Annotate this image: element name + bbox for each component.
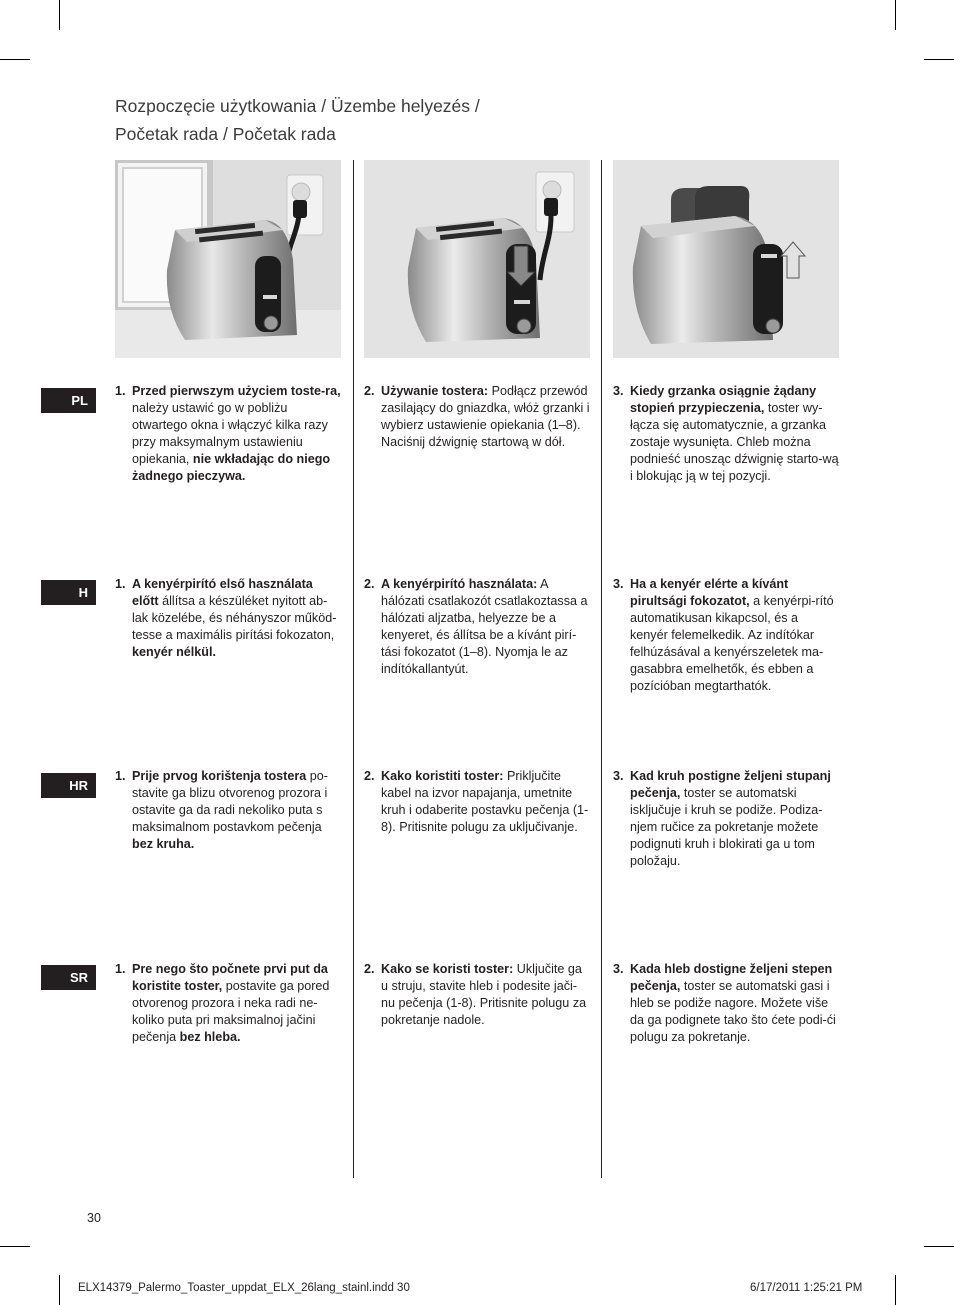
step-lead: A kenyérpirító első használata előtt	[132, 577, 313, 608]
step-body: toster se automatski gasi i hleb se podiže nagore. Možete više da ga podignete tako što ćete podi-ći polugu za pokretanje.	[630, 979, 836, 1044]
language-tab-sr: SR	[41, 965, 96, 990]
crop-mark	[895, 0, 896, 30]
step-pl-3	[613, 383, 839, 485]
step-sr-3	[613, 961, 839, 1046]
step-sr-1	[115, 961, 341, 1046]
step-lead: Kada hleb dostigne željeni stepen pečenja,	[630, 962, 833, 993]
crop-mark	[59, 0, 60, 30]
step-number: 1.	[115, 769, 126, 783]
step-lead: Ha a kenyér elérte a kívánt pirultsági fokozatot,	[630, 577, 789, 608]
step-number: 3.	[613, 577, 624, 591]
column-divider	[601, 160, 602, 1178]
step-pl-1	[115, 383, 341, 485]
step-number: 3.	[613, 962, 624, 976]
step-number: 3.	[613, 769, 624, 783]
column-divider	[353, 160, 354, 1178]
step-number: 1.	[115, 962, 126, 976]
step-number: 2.	[364, 384, 375, 398]
step-lead: Przed pierwszym użyciem toste-ra,	[132, 384, 341, 398]
step-pl-2	[364, 383, 590, 451]
step-h-2	[364, 576, 590, 678]
step-body: Uključite ga u struju, stavite hleb i podesite jači-nu pečenja (1-8). Pritisnite polugu za pokretanje nadole.	[381, 962, 587, 1027]
footer-timestamp: 6/17/2011 1:25:21 PM	[750, 1282, 863, 1294]
step-emphasis: nie wkładając do niego żadnego pieczywa.	[132, 452, 331, 483]
step-number: 2.	[364, 577, 375, 591]
crop-mark	[895, 1275, 896, 1305]
step-sr-2	[364, 961, 590, 1029]
step-lead: Kiedy grzanka osiągnie żądany stopień przypieczenia,	[630, 384, 817, 415]
step-hr-3	[613, 768, 839, 870]
step-lead: Kad kruh postigne željeni stupanj pečenja,	[630, 769, 831, 800]
step-h-1	[115, 576, 341, 661]
language-tab-h: H	[41, 580, 96, 605]
step-lead: Kako koristiti toster:	[381, 769, 504, 783]
step-body: toster wy-łącza się automatycznie, a grzanka zostaje wysunięta. Chleb można podnieść unosząc dźwignię starto-wą i blokując ją w tej pozycji.	[630, 401, 839, 483]
step-emphasis: bez hleba.	[179, 1030, 241, 1044]
crop-mark	[0, 59, 30, 60]
step-lead: Pre nego što počnete prvi put da koristite toster,	[132, 962, 328, 993]
crop-mark	[924, 59, 954, 60]
step-body: toster se automatski isključuje i kruh se podiže. Podiza-njem ručice za pokretanje možete podignuti kruh i blokirati ga u tom položaju.	[630, 786, 823, 868]
step-number: 2.	[364, 962, 375, 976]
step-body: Priključite kabel na izvor napajanja, umetnite kruh i odaberite postavku pečenja (1-8). Pritisnite polugu za uključivanje.	[381, 769, 589, 834]
crop-mark	[59, 1275, 60, 1305]
crop-mark	[0, 1246, 30, 1247]
step-emphasis: bez kruha.	[132, 837, 195, 851]
toaster-photo-first-use	[115, 160, 341, 358]
step-lead: Używanie tostera:	[381, 384, 489, 398]
step-number: 2.	[364, 769, 375, 783]
language-tab-hr: HR	[41, 773, 96, 798]
crop-mark	[924, 1246, 954, 1247]
step-body: Podłącz przewód zasilający do gniazdka, włóż grzanki i wybierz ustawienie opiekania (1–8). Naciśnij dźwignię startową w dół.	[381, 384, 590, 449]
toaster-photo-using	[364, 160, 590, 358]
step-hr-1	[115, 768, 341, 853]
step-body: A hálózati csatlakozót csatlakoztassa a hálózati aljzatba, helyezze be a kenyeret, és állítsa be a kívánt pirí-tási fokozatot (1–8). Nyomja le az indítókallantyút.	[381, 577, 588, 676]
step-lead: A kenyérpirító használata:	[381, 577, 538, 591]
page-number: 30	[87, 1211, 101, 1225]
page-title-line-1: Rozpoczęcie użytkowania / Üzembe helyezés /	[115, 96, 480, 116]
step-body: postavite ga pored otvorenog prozora i neka radi ne-koliko puta pri maksimalnoj jačini pečenja	[132, 979, 330, 1044]
step-body: po-stavite ga blizu otvorenog prozora i ostavite ga da radi nekoliko puta s maksimalnom postavkom pečenja	[132, 769, 328, 834]
language-tab-pl: PL	[41, 388, 96, 413]
step-emphasis: kenyér nélkül.	[132, 645, 216, 659]
step-body: należy ustawić go w pobliżu otwartego okna i włączyć kilka razy przy maksymalnym ustawieniu opiekania,	[132, 401, 328, 466]
toaster-photo-bread-ready	[613, 160, 839, 358]
step-lead: Kako se koristi toster:	[381, 962, 514, 976]
page-title-line-2: Početak rada / Početak rada	[115, 124, 336, 144]
step-body: állítsa a készüléket nyitott ab-lak közelébe, és néhányszor működ-tesse a maximális pirítási fokozaton,	[132, 594, 337, 642]
step-lead: Prije prvog korištenja tostera	[132, 769, 307, 783]
page-title	[115, 92, 835, 148]
step-number: 3.	[613, 384, 624, 398]
step-h-3	[613, 576, 839, 695]
step-number: 1.	[115, 384, 126, 398]
footer-filename: ELX14379_Palermo_Toaster_uppdat_ELX_26lang_stainl.indd 30	[78, 1282, 410, 1294]
step-body: a kenyérpi-rító automatikusan kikapcsol, és a kenyér felemelkedik. Az indítókar felhúzásával a kenyérszeletek ma-gasabbra emelhetők, és ebben a pozícióban megtarthatók.	[630, 594, 834, 693]
step-hr-2	[364, 768, 590, 836]
step-number: 1.	[115, 577, 126, 591]
